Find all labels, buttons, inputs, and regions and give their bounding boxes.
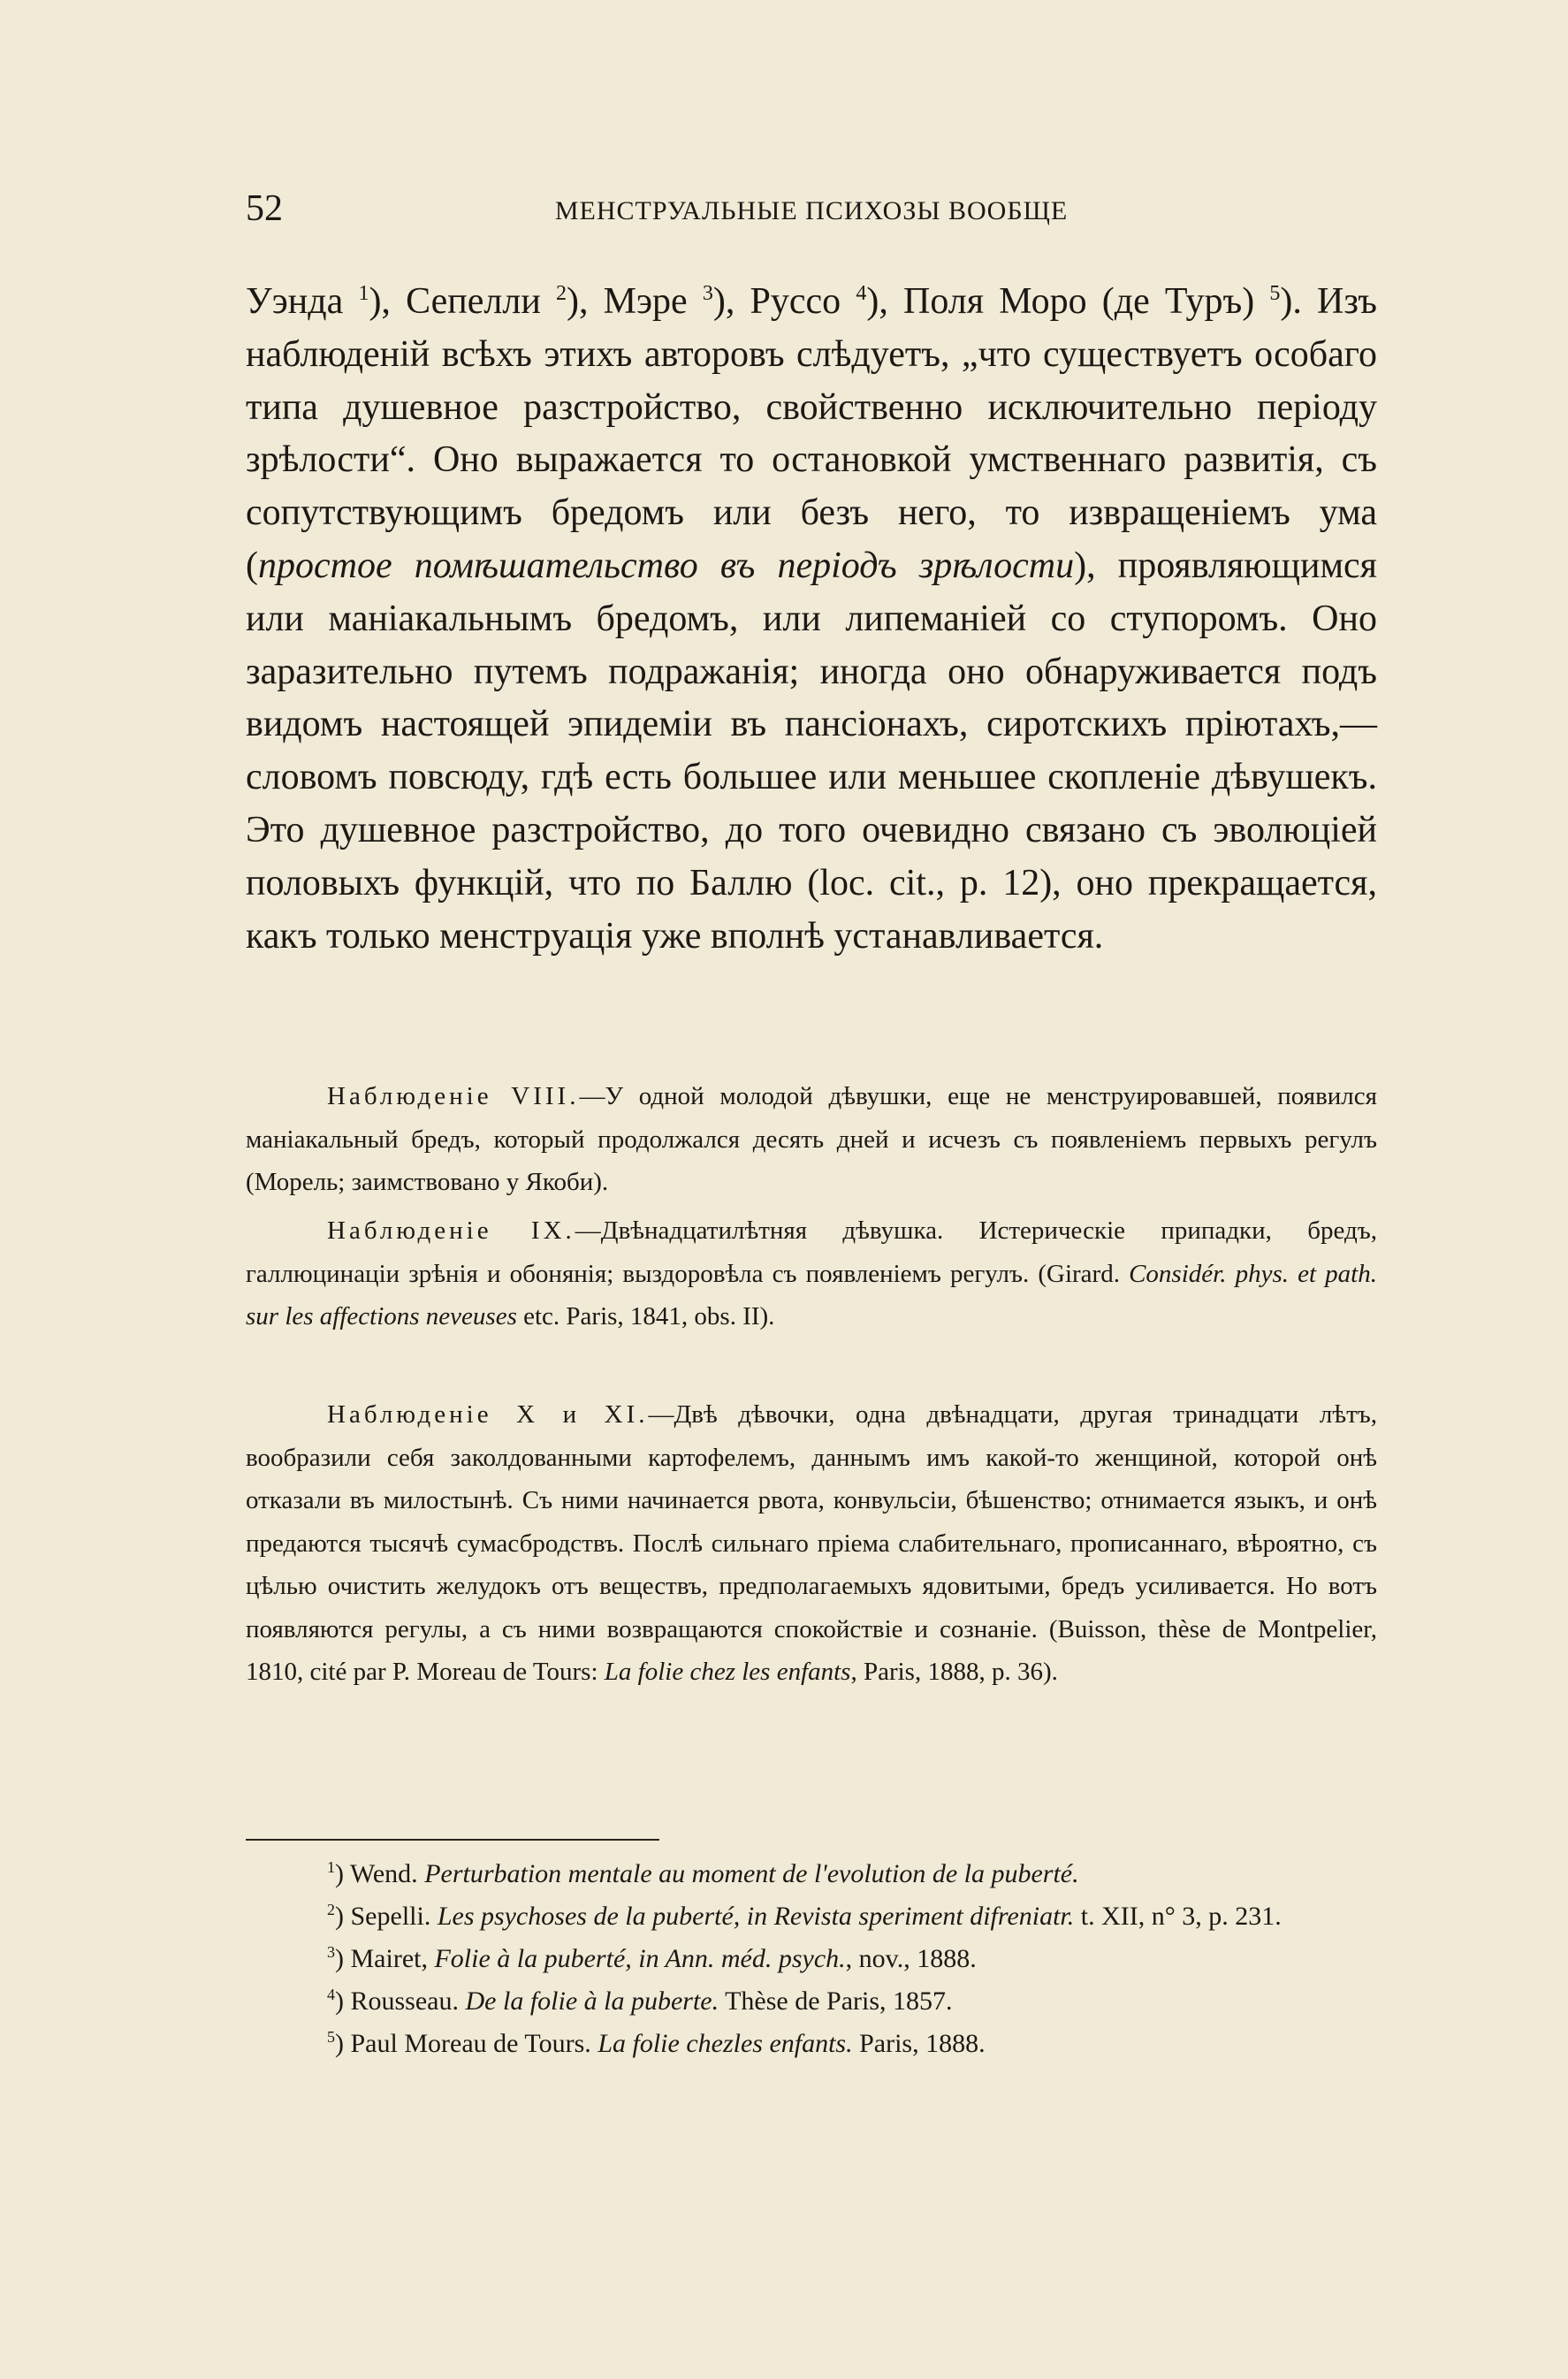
observation-label: Наблюденіе IX.	[327, 1216, 575, 1245]
body-text: Уэнда $^1$), Сепелли $^2$), Мэре $^3$), Руссо $^4$), Поля Моро (де Туръ) $^5$). Изъ наблюденій всѣхъ этихъ авторовъ слѣдуетъ, „что существуетъ особаго типа душевное разстройство, свойственно исключительно періоду зрѣлости“. Оно выражается то остановкой умственнаго развитія, съ сопутствующимъ бредомъ или безъ него, то извращеніемъ ума (простое помѣшательство въ періодъ зрѣлости), проявляющимся или маніакальнымъ бредомъ, или липеманіей со ступоромъ. Оно заразительно путемъ подражанія; иногда оно обнаруживается подъ видомъ настоящей эпидеміи въ пансіонахъ, сиротскихъ пріютахъ,— словомъ повсюду, гдѣ есть большее или меньшее скопленіе дѣвушекъ. Это душевное разстройство, до того очевидно связано съ эволюціей половыхъ функцій, что по Баллю (loc. cit., p. 12), оно прекращается, какъ только менструація уже вполнѣ устанавливается.	[246, 281, 1377, 957]
observation-text: , Paris, 1888, p. 36).	[850, 1658, 1058, 1686]
footnote-5: $^5$) Paul Moreau de Tours. La folie chezles enfants. Paris, 1888.	[327, 2028, 986, 2058]
footnote-1: $^1$) Wend. Perturbation mentale au moment de l'evolution de la puberté.	[327, 1858, 1079, 1888]
running-head: МЕНСТРУАЛЬНЫЕ ПСИХОЗЫ ВООБЩЕ	[554, 196, 1069, 225]
footnote-3: $^3$) Mairet, Folie à la puberté, in Ann. méd. psych., nov., 1888.	[327, 1943, 977, 1973]
footnote-ref-3[interactable]: 3	[702, 282, 713, 305]
observation-text: etc. Paris, 1841, obs. II).	[516, 1302, 775, 1331]
footnote-2: $^2$) Sepelli. Les psychoses de la puberté, in Revista speriment difreniatr. t. XII, n° 3, p. 231.	[327, 1901, 1282, 1931]
observation-9	[246, 1209, 1377, 1338]
observation-text: —Двѣ дѣвочки, одна двѣнадцати, другая тринадцати лѣтъ, вообразили себя заколдованными картофелемъ, даннымъ имъ какой-то женщиной, которой онѣ отказали въ милостынѣ. Съ ними начинается рвота, конвульсіи, бѣшенство; отнимается языкъ, и онѣ предаются тысячѣ сумасбродствъ. Послѣ сильнаго пріема слабительнаго, прописаннаго, вѣроятно, съ цѣлью очистить желудокъ отъ веществъ, предполагаемыхъ ядовитыми, бредъ усиливается. Но вотъ появляются регулы, а съ ними возвращаются спокойствіе и сознаніе. (Buisson, thèse de Montpelier, 1810, cité par P. Moreau de Tours:	[246, 1400, 1377, 1686]
footnote-ref-2[interactable]: 2	[555, 282, 567, 305]
main-paragraph	[246, 276, 1377, 963]
observation-8	[246, 1075, 1377, 1204]
citation-title: Considér. phys. et path. sur les affections neveuses	[246, 1259, 1377, 1331]
observation-label: Наблюденіе VIII.	[327, 1082, 580, 1110]
citation-title: La folie chez les enfants	[604, 1658, 851, 1686]
italic-term: простое помѣшательство въ періодъ зрѣлости	[258, 545, 1075, 586]
footnotes	[246, 1853, 1377, 2065]
page-header	[246, 187, 1377, 240]
page-number: 52	[246, 188, 283, 229]
footnote-ref-4[interactable]: 4	[856, 282, 867, 305]
footnote-ref-1[interactable]: 1	[358, 282, 369, 305]
observation-label: Наблюденіе X и XI.	[327, 1400, 649, 1429]
footnote-ref-5[interactable]: 5	[1269, 282, 1281, 305]
observation-10-11	[246, 1393, 1377, 1694]
footnote-4: $^4$) Rousseau. De la folie à la puberte. Thèse de Paris, 1857.	[327, 1986, 953, 2016]
observation-text: —У одной молодой дѣвушки, еще не менструировавшей, появился маніакальный бредъ, который продолжался десять дней и исчезъ съ появленіемъ первыхъ регулъ (Морель; заимствовано у Якоби).	[246, 1082, 1377, 1196]
footnote-divider	[246, 1839, 659, 1841]
observation-text: —Двѣнадцатилѣтняя дѣвушка. Истерическіе припадки, бредъ, галлюцинаціи зрѣнія и обонянія; выздоровѣла съ появленіемъ регулъ. (Girard.	[246, 1216, 1377, 1288]
